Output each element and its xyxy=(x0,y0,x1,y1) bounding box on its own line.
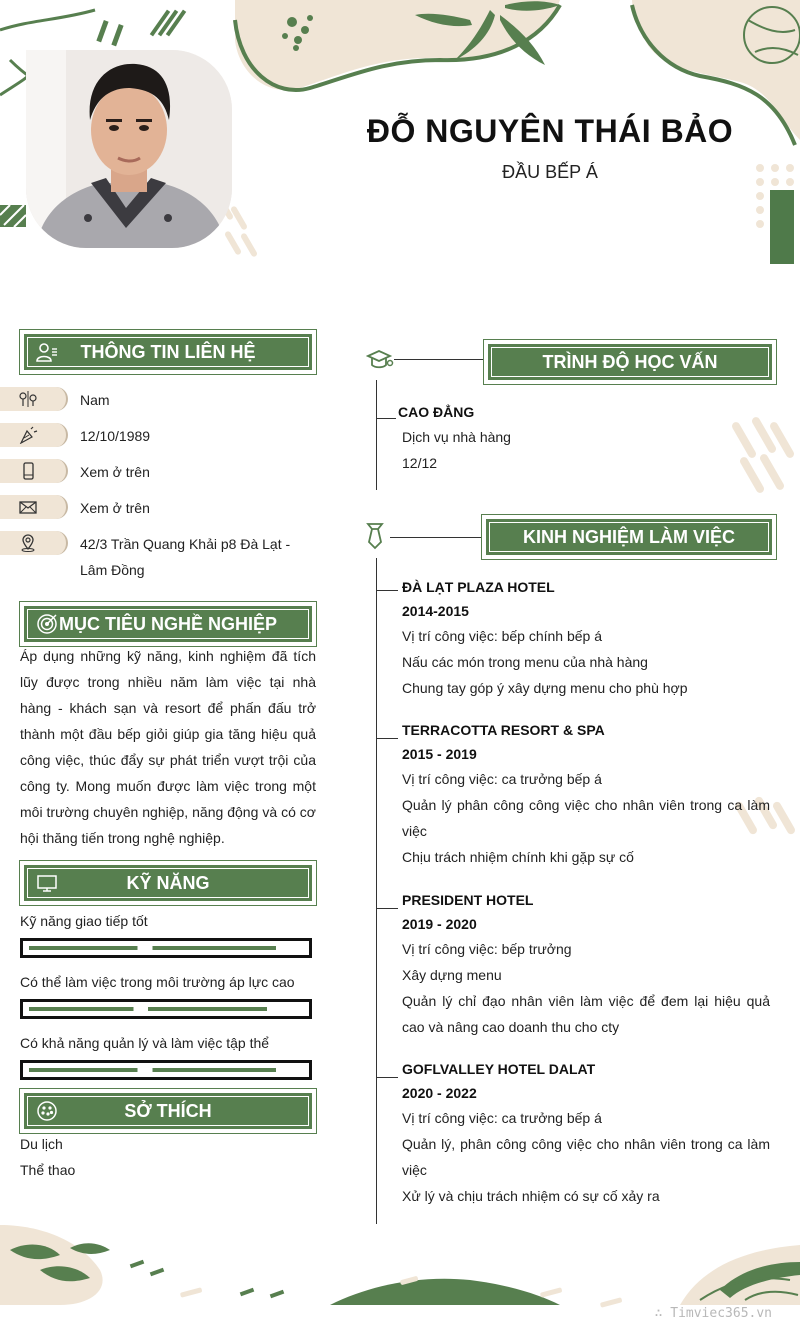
skills-section-header xyxy=(24,865,312,901)
job-company: ĐÀ LẠT PLAZA HOTEL xyxy=(402,579,555,595)
education-timeline xyxy=(376,380,377,490)
skill-bar xyxy=(20,1060,312,1080)
job-company: PRESIDENT HOTEL xyxy=(402,892,534,908)
mail-icon xyxy=(18,498,38,516)
education-grade: 12/12 xyxy=(402,455,438,471)
contact-section-header xyxy=(24,334,312,370)
job-line: Vị trí công việc: bếp chính bếp á xyxy=(402,628,603,644)
tie-icon xyxy=(364,522,386,550)
skill-label: Kỹ năng giao tiếp tốt xyxy=(20,913,148,929)
accent-bar xyxy=(770,190,794,264)
experience-title: KINH NGHIỆM LÀM VIỆC xyxy=(522,526,735,547)
location-icon xyxy=(18,534,38,552)
profile-photo xyxy=(26,50,232,248)
experience-section-header xyxy=(486,519,772,555)
hobbies-section-header xyxy=(24,1093,312,1129)
contact-icon xyxy=(36,341,58,363)
job-line: Vị trí công việc: bếp trưởng xyxy=(402,941,572,957)
address-value: 42/3 Trần Quang Khải p8 Đà Lạt - Lâm Đồng xyxy=(80,536,291,578)
job-line: Nấu các món trong menu của nhà hàng xyxy=(402,654,648,670)
skills-title: KỸ NĂNG xyxy=(126,872,210,893)
education-section-header xyxy=(488,344,772,380)
job-line: Vị trí công việc: ca trưởng bếp á xyxy=(402,771,602,787)
education-major: Dịch vụ nhà hàng xyxy=(402,429,511,445)
email-value: Xem ở trên xyxy=(80,500,150,516)
job-period: 2020 - 2022 xyxy=(402,1085,477,1101)
skill-bar xyxy=(20,999,312,1019)
job-period: 2014-2015 xyxy=(402,603,469,619)
timeline-connector xyxy=(394,359,484,360)
phone-value: Xem ở trên xyxy=(80,464,150,480)
target-icon xyxy=(36,613,58,635)
job-line: Vị trí công việc: ca trưởng bếp á xyxy=(402,1110,602,1126)
timeline-connector xyxy=(390,537,482,538)
gender-value: Nam xyxy=(80,392,110,408)
contact-title: THÔNG TIN LIÊN HỆ xyxy=(80,341,256,362)
hobby-item: Thể thao xyxy=(20,1162,76,1178)
skill-bar xyxy=(20,938,312,958)
candidate-name: ĐỖ NGUYÊN THÁI BẢO xyxy=(366,113,734,149)
objective-title: MỤC TIÊU NGHỀ NGHIỆP xyxy=(58,613,277,634)
graduation-cap-icon xyxy=(366,348,394,374)
objective-section-header xyxy=(24,606,312,642)
phone-icon xyxy=(18,462,38,480)
job-period: 2015 - 2019 xyxy=(402,746,477,762)
watermark: ∴ Timviec365.vn xyxy=(654,1306,772,1321)
education-title: TRÌNH ĐỘ HỌC VẤN xyxy=(542,351,718,372)
job-company: GOFLVALLEY HOTEL DALAT xyxy=(402,1061,596,1077)
job-period: 2019 - 2020 xyxy=(402,916,477,932)
candidate-role: ĐẦU BẾP Á xyxy=(502,162,598,182)
hobby-item: Du lịch xyxy=(20,1136,63,1152)
job-line: Quản lý, phân công công việc cho nhân viên trong ca làm việc xyxy=(402,1136,770,1178)
skill-fill xyxy=(29,1007,267,1011)
birthday-icon xyxy=(18,426,38,444)
experience-timeline xyxy=(376,558,377,1224)
skill-label: Có thể làm việc trong môi trường áp lực cao xyxy=(20,974,295,990)
birthday-value: 12/10/1989 xyxy=(80,428,151,444)
hobbies-title: SỞ THÍCH xyxy=(124,1100,212,1121)
skill-fill xyxy=(29,946,276,950)
monitor-icon xyxy=(36,872,58,894)
job-line: Xây dựng menu xyxy=(402,967,502,983)
gender-icon xyxy=(18,390,38,408)
education-degree: CAO ĐẲNG xyxy=(398,404,475,420)
job-company: TERRACOTTA RESORT & SPA xyxy=(402,722,605,738)
job-line: Xử lý và chịu trách nhiệm có sự cố xảy ra xyxy=(402,1188,660,1204)
skill-fill xyxy=(29,1068,276,1072)
hobby-icon xyxy=(36,1100,58,1122)
objective-text: Áp dụng những kỹ năng, kinh nghiệm đã tích lũy được trong nhiều năm làm việc tại nhà hàng - khách sạn và resort để phấn đấu trở thành một đầu bếp giỏi giúp gia tăng hiệu quả công việc, thúc đẩy sự phát triển vượt trội của công ty. Mong muốn được làm việc trong một môi trường chuyên nghiệp, năng động và có cơ hội thăng tiến trong nghệ nghiệp. xyxy=(20,648,316,846)
job-line: Chung tay góp ý xây dựng menu cho phù hợp xyxy=(402,680,688,696)
watermark-text: Timviec365.vn xyxy=(670,1306,772,1321)
job-line: Quản lý chỉ đạo nhân viên làm việc để đem lại hiệu quả cao và nâng cao doanh thu cho cty xyxy=(402,993,770,1035)
skill-label: Có khả năng quản lý và làm việc tập thể xyxy=(20,1035,270,1051)
job-line: Quản lý phân công công việc cho nhân viên trong ca làm việc xyxy=(402,797,770,839)
job-line: Chịu trách nhiệm chính khi gặp sự cố xyxy=(402,849,634,865)
